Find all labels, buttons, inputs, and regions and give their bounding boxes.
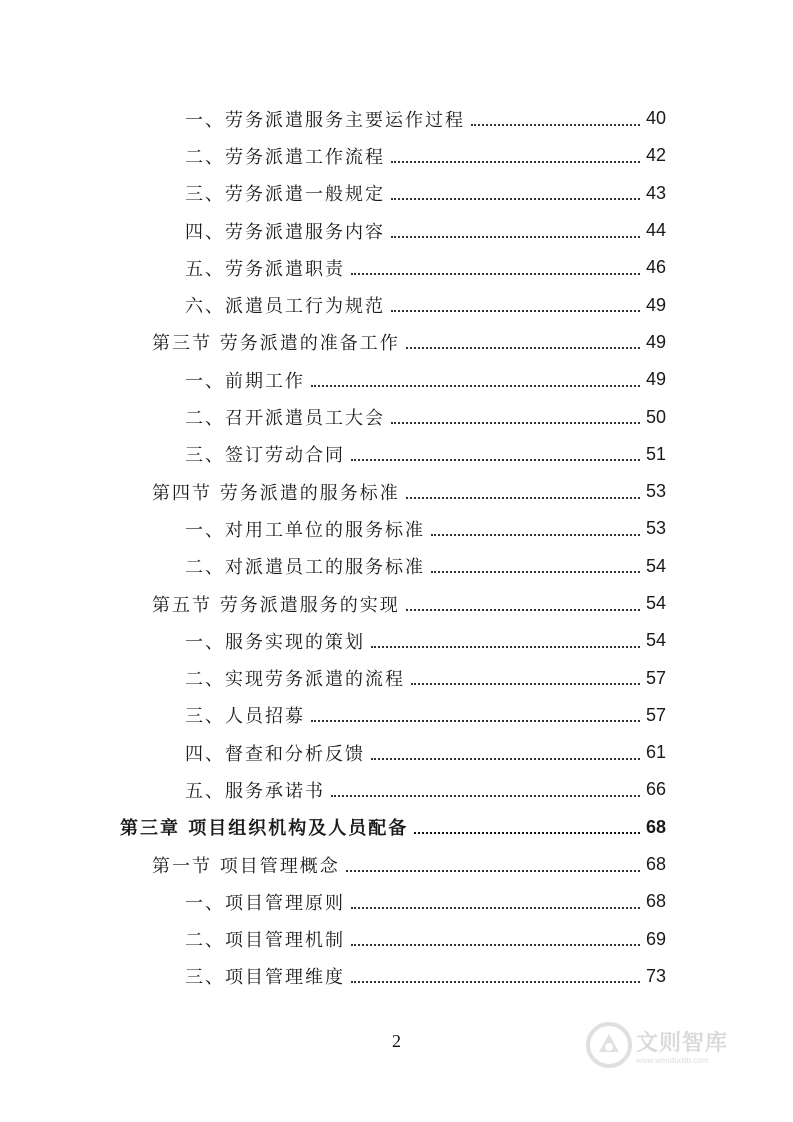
toc-entry-item[interactable]	[0, 958, 793, 995]
toc-dot-leader	[311, 385, 640, 387]
toc-entry-page: 53	[646, 518, 667, 539]
toc-dot-leader	[351, 459, 640, 461]
toc-entry-item[interactable]	[0, 398, 793, 435]
toc-entry-page: 49	[646, 294, 667, 315]
toc-dot-leader	[406, 347, 640, 349]
toc-dot-leader	[406, 609, 640, 611]
toc-entry-page: 49	[646, 331, 667, 352]
toc-entry-page: 54	[646, 555, 667, 576]
toc-dot-leader	[351, 273, 640, 275]
toc-entry-chapter[interactable]	[0, 809, 793, 846]
toc-entry-page: 69	[646, 928, 667, 949]
toc-entry-title: 二、项目管理机制	[185, 926, 347, 952]
toc-entry-title: 三、人员招募	[185, 702, 307, 728]
toc-entry-page: 61	[646, 742, 667, 763]
toc-dot-leader	[371, 758, 640, 760]
toc-entry-title: 五、劳务派遣职责	[185, 255, 347, 281]
toc-entry-title: 四、劳务派遣服务内容	[185, 218, 387, 244]
toc-entry-title: 三、签订劳动合同	[185, 441, 347, 467]
toc-entry-title: 二、召开派遣员工大会	[185, 404, 387, 430]
toc-entry-page: 51	[646, 443, 667, 464]
toc-dot-leader	[391, 236, 640, 238]
toc-entry-item[interactable]	[0, 883, 793, 920]
toc-dot-leader	[371, 646, 640, 648]
toc-entry-title: 第三章 项目组织机构及人员配备	[120, 814, 410, 840]
page-number: 2	[392, 1031, 401, 1051]
toc-entry-page: 49	[646, 369, 667, 390]
toc-entry-item[interactable]	[0, 436, 793, 473]
toc-dot-leader	[391, 310, 640, 312]
toc-entry-page: 50	[646, 406, 667, 427]
toc-entry-item[interactable]	[0, 175, 793, 212]
toc-entry-title: 四、督查和分析反馈	[185, 740, 367, 766]
toc-entry-title: 三、劳务派遣一般规定	[185, 180, 387, 206]
toc-entry-item[interactable]	[0, 771, 793, 808]
toc-dot-leader	[391, 198, 640, 200]
toc-entry-item[interactable]	[0, 137, 793, 174]
toc-entry-page: 57	[646, 704, 667, 725]
toc-entry-item[interactable]	[0, 510, 793, 547]
toc-entry-page: 46	[646, 257, 667, 278]
toc-dot-leader	[331, 795, 640, 797]
toc-dot-leader	[471, 124, 640, 126]
toc-entry-item[interactable]	[0, 548, 793, 585]
toc-entry-title: 二、劳务派遣工作流程	[185, 143, 387, 169]
toc-dot-leader	[351, 944, 640, 946]
toc-entry-section[interactable]	[0, 473, 793, 510]
toc-entry-item[interactable]	[0, 361, 793, 398]
watermark-logo-icon	[586, 1022, 632, 1068]
toc-entry-page: 43	[646, 182, 667, 203]
toc-dot-leader	[311, 720, 640, 722]
toc-entry-item[interactable]	[0, 734, 793, 771]
toc-entry-item[interactable]	[0, 249, 793, 286]
toc-entry-title: 五、服务承诺书	[185, 777, 327, 803]
toc-dot-leader	[431, 571, 640, 573]
toc-entry-item[interactable]	[0, 100, 793, 137]
toc-entry-item[interactable]	[0, 921, 793, 958]
toc-entry-title: 一、劳务派遣服务主要运作过程	[185, 106, 467, 132]
toc-entry-page: 68	[646, 854, 667, 875]
toc-entry-title: 第三节 劳务派遣的准备工作	[152, 329, 402, 355]
toc-entry-section[interactable]	[0, 324, 793, 361]
toc-entry-page: 68	[646, 891, 667, 912]
toc-entry-item[interactable]	[0, 659, 793, 696]
toc-dot-leader	[351, 907, 640, 909]
toc-dot-leader	[391, 161, 640, 163]
toc-entry-title: 第五节 劳务派遣服务的实现	[152, 591, 402, 617]
toc-dot-leader	[351, 981, 640, 983]
toc-entry-item[interactable]	[0, 622, 793, 659]
toc-dot-leader	[406, 497, 640, 499]
watermark	[586, 1015, 756, 1075]
toc-entry-page: 57	[646, 667, 667, 688]
toc-entry-item[interactable]	[0, 212, 793, 249]
toc-entry-title: 一、对用工单位的服务标准	[185, 516, 427, 542]
toc-dot-leader	[411, 683, 640, 685]
toc-entry-title: 六、派遣员工行为规范	[185, 292, 387, 318]
toc-entry-title: 一、前期工作	[185, 367, 307, 393]
toc-entry-title: 一、服务实现的策划	[185, 628, 367, 654]
toc-entry-item[interactable]	[0, 286, 793, 323]
toc-entry-title: 第一节 项目管理概念	[152, 852, 342, 878]
toc-entry-page: 73	[646, 965, 667, 986]
toc-entry-page: 54	[646, 630, 667, 651]
toc-dot-leader	[414, 832, 640, 834]
toc-entry-item[interactable]	[0, 697, 793, 734]
toc-entry-title: 二、对派遣员工的服务标准	[185, 553, 427, 579]
toc-dot-leader	[346, 870, 640, 872]
toc-entry-page: 44	[646, 220, 667, 241]
toc-entry-page: 40	[646, 108, 667, 129]
toc-entry-page: 66	[646, 779, 667, 800]
toc-entry-title: 第四节 劳务派遣的服务标准	[152, 479, 402, 505]
toc-entry-section[interactable]	[0, 846, 793, 883]
watermark-url: www.wenduolib.com	[636, 1055, 709, 1065]
table-of-contents	[0, 100, 793, 995]
toc-entry-title: 三、项目管理维度	[185, 963, 347, 989]
toc-entry-title: 二、实现劳务派遣的流程	[185, 665, 407, 691]
toc-dot-leader	[391, 422, 640, 424]
watermark-name: 文则智库	[636, 1030, 729, 1056]
toc-entry-section[interactable]	[0, 585, 793, 622]
toc-entry-page: 68	[646, 816, 667, 837]
toc-dot-leader	[431, 534, 640, 536]
toc-entry-page: 54	[646, 593, 667, 613]
toc-entry-page: 53	[646, 481, 667, 502]
toc-entry-title: 一、项目管理原则	[185, 889, 347, 915]
toc-entry-page: 42	[646, 145, 667, 166]
